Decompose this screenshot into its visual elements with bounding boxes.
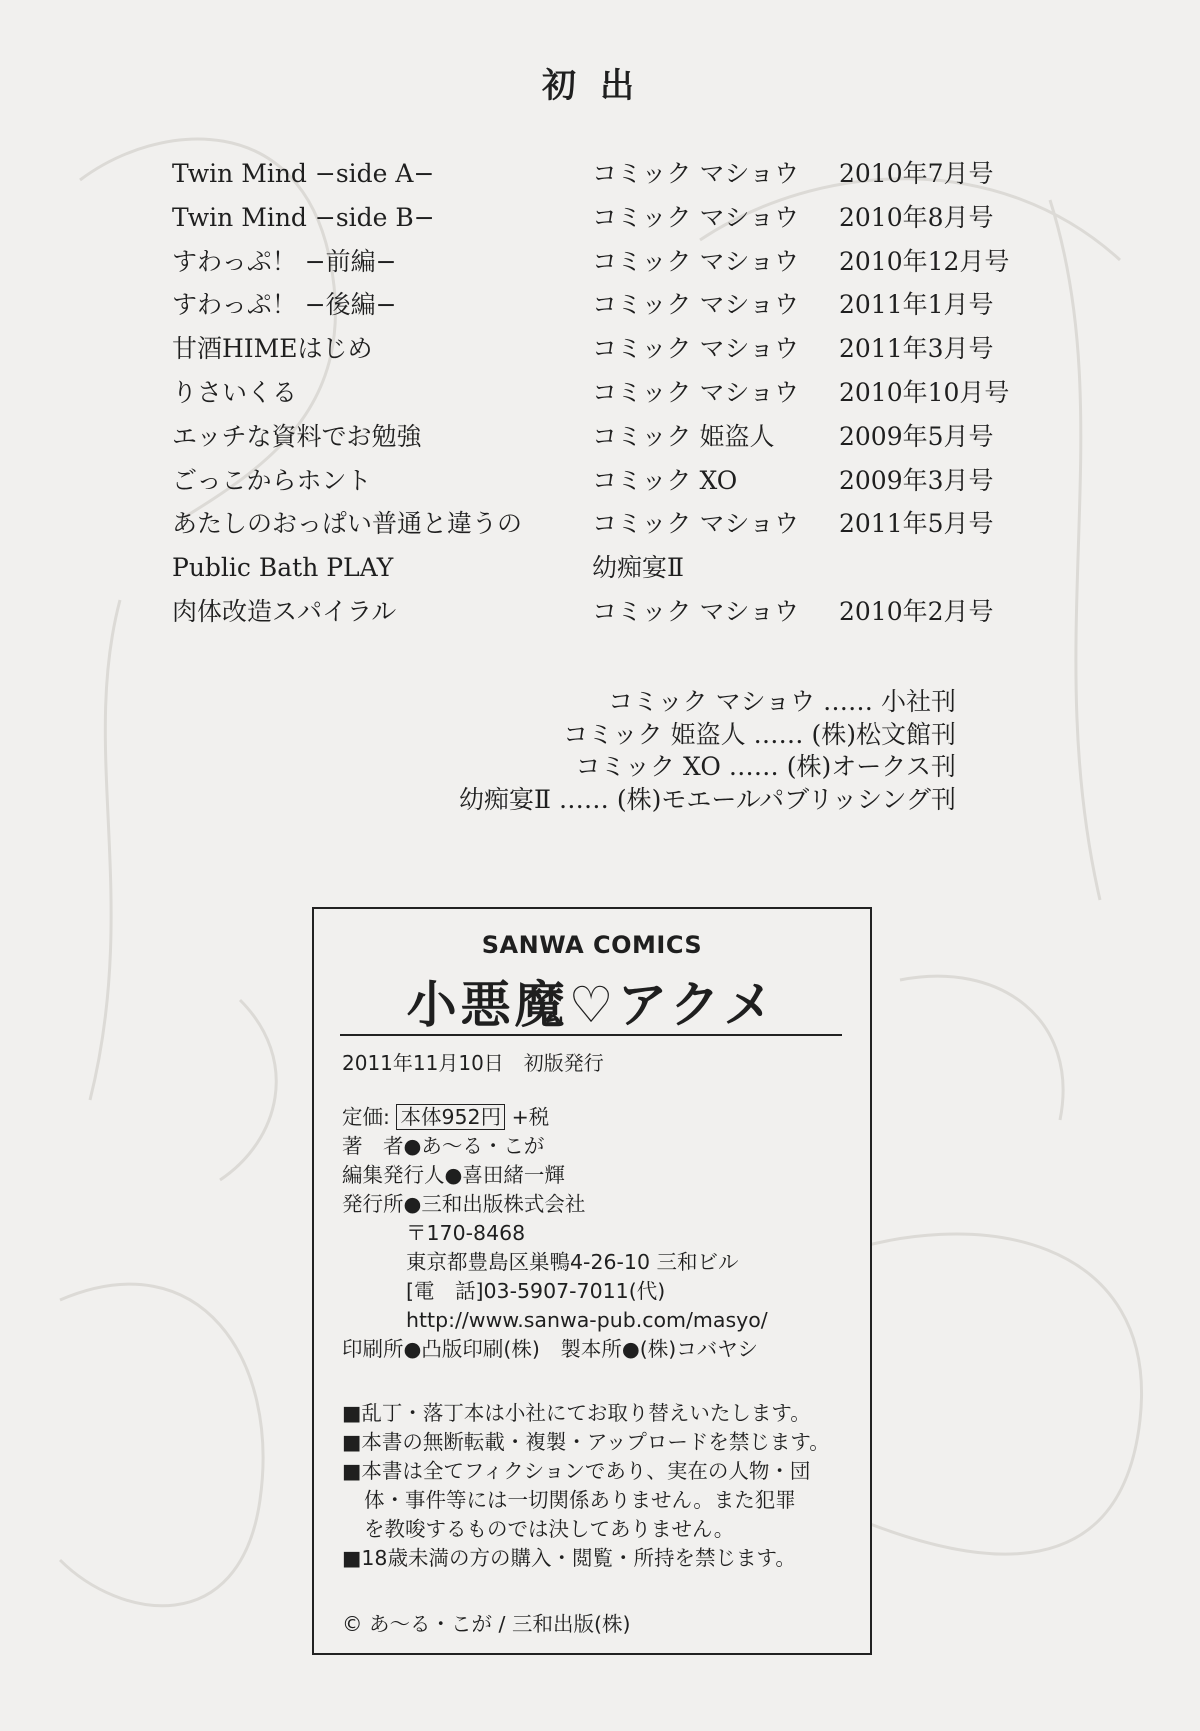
- legal-notes: [342, 1399, 830, 1573]
- publication-title: Twin Mind −side A−: [172, 159, 435, 188]
- publication-magazine: コミック マショウ: [592, 377, 799, 407]
- publication-row: [172, 546, 1052, 590]
- publication-issue: 2011年3月号: [839, 334, 994, 364]
- publication-title: 肉体改造スパイラル: [172, 596, 397, 626]
- publication-magazine: コミック マショウ: [592, 290, 799, 320]
- publication-magazine: コミック マショウ: [592, 334, 799, 364]
- note-item: ■18歳未満の方の購入・閲覧・所持を禁じます。: [342, 1546, 796, 1570]
- price-line: [342, 1103, 768, 1132]
- publication-magazine: 幼痴宴Ⅱ: [592, 553, 684, 583]
- edition-date: 2011年11月10日 初版発行: [342, 1051, 604, 1075]
- publication-row: [172, 327, 1052, 371]
- publication-row: [172, 196, 1052, 240]
- publication-magazine: コミック マショウ: [592, 509, 799, 539]
- publisher-line: 発行所●三和出版株式会社: [342, 1192, 586, 1216]
- note-item: ■本書の無断転載・複製・アップロードを禁じます。: [342, 1430, 830, 1454]
- publication-title: ごっこからホント: [172, 465, 372, 495]
- publication-magazine: コミック マショウ: [592, 246, 799, 276]
- publication-row: [172, 502, 1052, 546]
- printer-line: 印刷所●凸版印刷(株) 製本所●(株)コバヤシ: [342, 1337, 759, 1361]
- publication-magazine: コミック XO: [592, 465, 738, 495]
- publication-title: すわっぷ！ −前編−: [172, 246, 397, 276]
- publication-title: りさいくる: [172, 377, 298, 407]
- publication-issue: 2010年7月号: [839, 159, 994, 188]
- series-name: SANWA COMICS: [481, 931, 703, 959]
- website-url: http://www.sanwa-pub.com/masyo/: [406, 1308, 768, 1332]
- page-title: 初出: [542, 66, 658, 106]
- address: 東京都豊島区巣鴨4-26-10 三和ビル: [406, 1250, 739, 1274]
- price-value: 本体952円: [396, 1104, 505, 1130]
- publication-title: Twin Mind −side B−: [172, 202, 435, 232]
- editor-line: 編集発行人●喜田緒一輝: [342, 1163, 565, 1187]
- publication-magazine: コミック マショウ: [592, 159, 799, 188]
- book-title: 小悪魔♡アクメ: [406, 975, 778, 1034]
- copyright-line: © あ～る・こが / 三和出版(株): [342, 1612, 631, 1636]
- publication-row: [172, 415, 1052, 459]
- publication-row: [172, 459, 1052, 503]
- publisher-notes: [459, 686, 956, 816]
- note-item: ■乱丁・落丁本は小社にてお取り替えいたします。: [342, 1401, 811, 1425]
- publication-issue: 2010年10月号: [839, 377, 1010, 407]
- publication-title: Public Bath PLAY: [172, 553, 394, 583]
- publication-info: [342, 1103, 768, 1364]
- title-divider: [340, 1034, 842, 1036]
- postal-code: 〒170-8468: [406, 1221, 526, 1245]
- publisher-note-line: コミック XO …… (株)オークス刊: [575, 752, 956, 781]
- colophon-box: [312, 907, 872, 1655]
- publication-title: すわっぷ！ −後編−: [172, 290, 397, 320]
- publisher-note-line: 幼痴宴Ⅱ …… (株)モエールパブリッシング刊: [458, 784, 956, 814]
- publication-issue: 2011年5月号: [839, 509, 994, 539]
- publication-row: [172, 371, 1052, 415]
- publication-title: あたしのおっぱい普通と違うの: [172, 509, 523, 539]
- note-item: ■本書は全てフィクションであり、実在の人物・団: [342, 1459, 811, 1483]
- publication-title: 甘酒HIMEはじめ: [172, 334, 373, 364]
- price-label: 定価:: [342, 1105, 390, 1129]
- price-tax: +税: [511, 1105, 550, 1129]
- publisher-note-line: コミック マショウ …… 小社刊: [608, 687, 956, 716]
- publication-issue: 2010年12月号: [839, 246, 1010, 276]
- publication-row: [172, 240, 1052, 284]
- note-item-continued: を教唆するものでは決してありません。: [364, 1517, 735, 1541]
- publication-magazine: コミック マショウ: [592, 202, 799, 232]
- first-publication-list: [172, 152, 1052, 634]
- publication-issue: 2011年1月号: [839, 290, 994, 320]
- publisher-note-line: コミック 姫盗人 …… (株)松文館刊: [563, 719, 956, 749]
- publication-magazine: コミック マショウ: [592, 596, 799, 626]
- phone: [電 話]03-5907-7011(代): [406, 1279, 666, 1303]
- publication-issue: 2010年8月号: [839, 202, 994, 232]
- publication-row: [172, 590, 1052, 634]
- publication-title: エッチな資料でお勉強: [172, 421, 422, 451]
- publication-issue: 2009年5月号: [839, 421, 994, 451]
- publication-issue: 2009年3月号: [839, 465, 994, 495]
- author-line: 著 者●あ～る・こが: [342, 1134, 545, 1158]
- publication-row: [172, 283, 1052, 327]
- note-item-continued: 体・事件等には一切関係ありません。また犯罪: [364, 1488, 796, 1512]
- publication-issue: 2010年2月号: [839, 596, 994, 626]
- publication-row: [172, 152, 1052, 196]
- publication-magazine: コミック 姫盗人: [592, 421, 775, 451]
